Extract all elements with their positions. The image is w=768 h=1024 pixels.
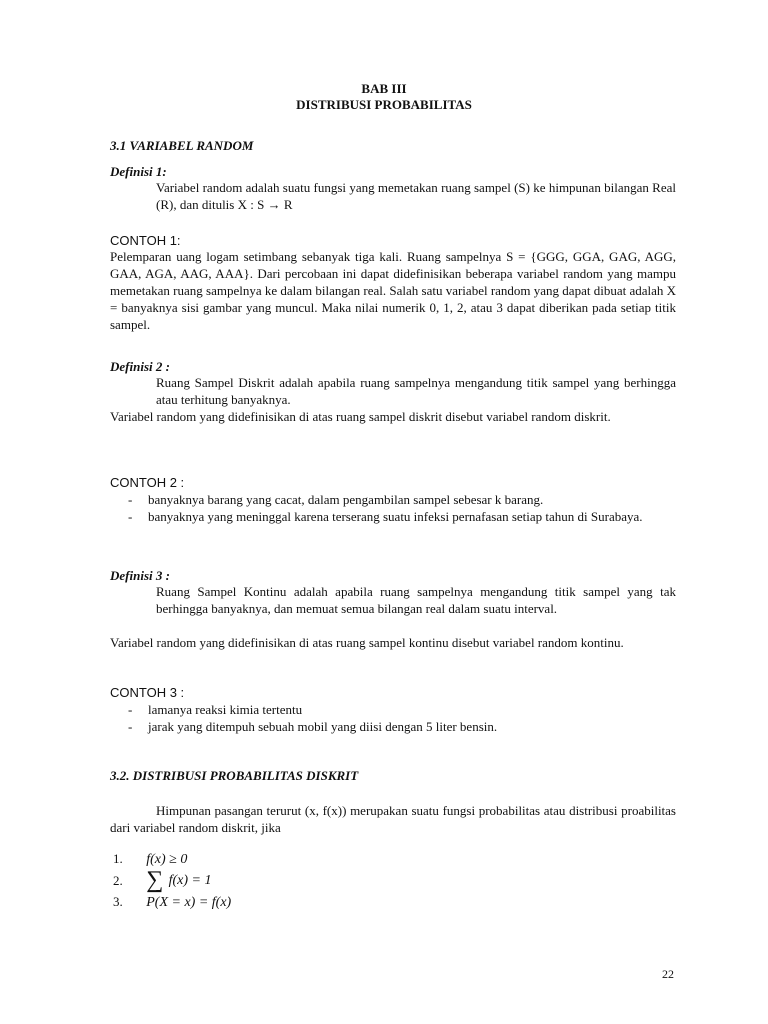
formula-probability-equals-f: P(X = x) = f(x) bbox=[146, 895, 232, 910]
summation-symbol: ∑ bbox=[146, 867, 164, 893]
example-1-text: Pelemparan uang logam setimbang sebanyak tiga kali. Ruang sampelnya S = {GGG, GGA, GAG, AGG, GAA, AGA, AAG, AAA}. Dari percobaan ini dapat didefinisikan beberapa variabel random yang mampu memetakan ruang sampelnya ke dalam bilangan real. Salah satu variabel random yang dapat dibuat adalah X = banyaknya sisi gambar yang muncul. Maka nilai numerik 0, 1, 2, atau 3 dapat diberikan pada setiap titik sampel. bbox=[110, 249, 677, 332]
condition-3 bbox=[113, 893, 231, 911]
formula-nonnegative: f(x) ≥ 0 bbox=[146, 852, 188, 867]
definition-3-label: Definisi 3 : bbox=[110, 568, 170, 583]
definition-1-label: Definisi 1: bbox=[110, 164, 167, 179]
definition-1-text: Variabel random adalah suatu fungsi yang memetakan ruang sampel (S) ke himpunan bilangan Real (R), dan ditulis X : S → R bbox=[156, 180, 676, 212]
condition-2 bbox=[113, 868, 211, 894]
example-3-label: CONTOH 3 : bbox=[110, 685, 185, 700]
section-3-2-intro: Himpunan pasangan terurut (x, f(x)) merupakan suatu fungsi probabilitas atau distribusi proabilitas dari variabel random diskrit, jika bbox=[110, 803, 676, 835]
example-1-label: CONTOH 1: bbox=[110, 233, 181, 248]
condition-number: 3. bbox=[113, 894, 123, 909]
section-heading-3-1: 3.1 VARIABEL RANDOM bbox=[110, 138, 254, 153]
chapter-label: BAB III bbox=[361, 81, 407, 96]
list-item: - lamanya reaksi kimia tertentu bbox=[128, 702, 303, 717]
example-2-label: CONTOH 2 : bbox=[110, 475, 185, 490]
formula-sum-equals-one: f(x) = 1 bbox=[168, 872, 212, 888]
page-number: 22 bbox=[662, 967, 674, 981]
chapter-title: DISTRIBUSI PROBABILITAS bbox=[296, 97, 472, 112]
list-item: - banyaknya yang meninggal karena terserang suatu infeksi pernafasan setiap tahun di Surabaya. bbox=[128, 509, 643, 524]
list-item: - banyaknya barang yang cacat, dalam pengambilan sampel sebesar k barang. bbox=[128, 492, 544, 507]
bullet-dash: - bbox=[128, 719, 133, 734]
definition-2-label: Definisi 2 : bbox=[110, 359, 170, 374]
condition-number: 2. bbox=[113, 872, 123, 888]
condition-number: 1. bbox=[113, 851, 123, 866]
bullet-dash: - bbox=[128, 509, 133, 524]
section-heading-3-2: 3.2. DISTRIBUSI PROBABILITAS DISKRIT bbox=[110, 768, 359, 783]
definition-2-text: Ruang Sampel Diskrit adalah apabila ruang sampelnya mengandung titik sampel yang berhingga atau terhitung banyaknya. bbox=[156, 375, 676, 407]
example-3-list bbox=[128, 701, 676, 735]
condition-1 bbox=[113, 850, 187, 868]
definition-2-followup: Variabel random yang didefinisikan di atas ruang sampel diskrit disebut variabel random diskrit. bbox=[110, 409, 611, 424]
definition-3-text: Ruang Sampel Kontinu adalah apabila ruang sampelnya mengandung titik sampel yang tak berhingga banyaknya, dan memuat semua bilangan real dalam suatu interval. bbox=[156, 584, 676, 616]
definition-3-followup: Variabel random yang didefinisikan di atas ruang sampel kontinu disebut variabel random kontinu. bbox=[110, 635, 624, 650]
example-2-list bbox=[128, 491, 676, 525]
bullet-dash: - bbox=[128, 492, 133, 507]
bullet-dash: - bbox=[128, 702, 133, 717]
list-item: - jarak yang ditempuh sebuah mobil yang diisi dengan 5 liter bensin. bbox=[128, 719, 498, 734]
